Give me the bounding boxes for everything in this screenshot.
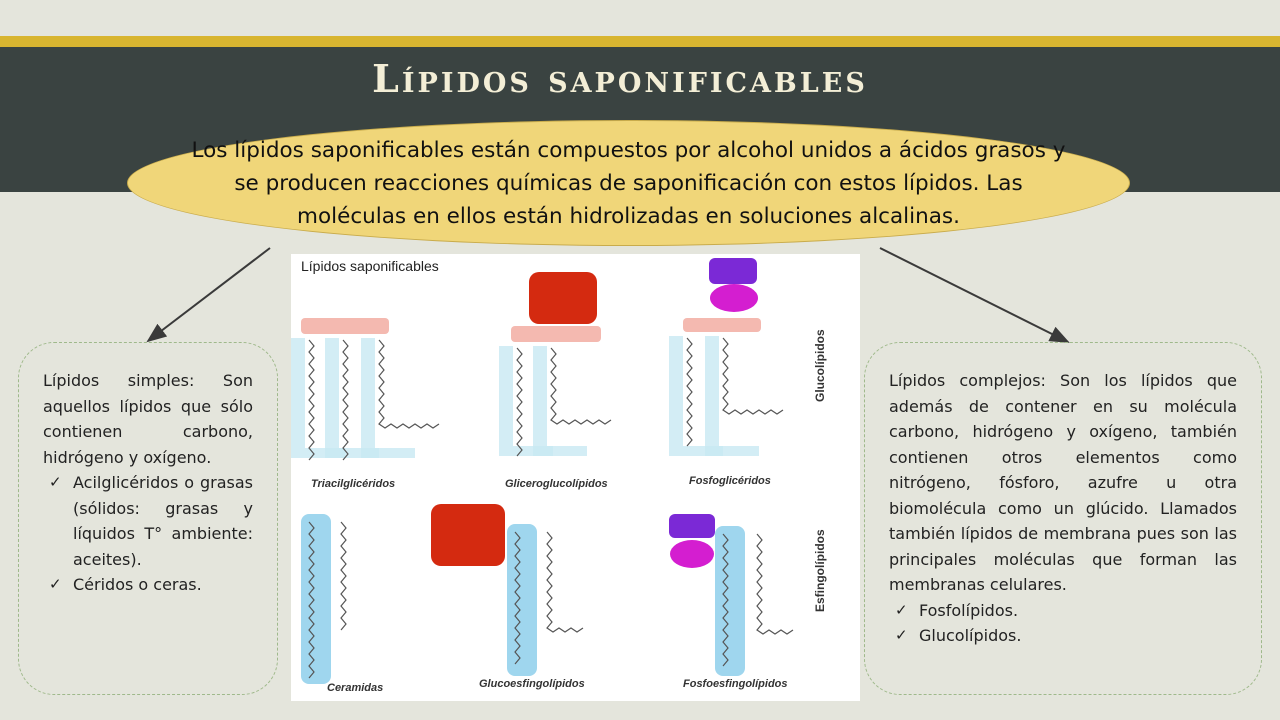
label-fosfogliceridos: Fosfoglicéridos <box>689 475 771 487</box>
check-mark-icon: ✓ <box>895 626 908 644</box>
sphingosine-highlight <box>715 526 745 676</box>
slide-title: Lípidos saponificables <box>372 56 868 101</box>
sugar-icon <box>431 504 505 566</box>
check-mark-icon: ✓ <box>895 600 908 619</box>
fatty-acid-chain <box>517 348 522 456</box>
list-item: ✓ Acilglicéridos o grasas (sólidos: grasas y líquidos T° ambiente: aceites). <box>43 470 253 572</box>
phosphate-icon <box>669 514 715 538</box>
check-mark-icon: ✓ <box>49 575 62 593</box>
fatty-acid-chain <box>343 340 348 460</box>
fatty-acid-chain <box>547 532 583 632</box>
glycerol-block <box>511 326 601 342</box>
phosphate-icon <box>709 258 757 284</box>
side-label-esfingolipidos: Esfingolípidos <box>813 529 827 612</box>
label-gliceroglucolipidos: Gliceroglucolípidos <box>505 478 608 490</box>
check-mark-icon: ✓ <box>49 473 62 491</box>
list-item: ✓ Fosfolípidos. <box>889 598 1237 624</box>
complex-lipids-text: Lípidos complejos: Son los lípidos que además de contener en su molécula carbono, hidrógeno y oxígeno, también contienen otros elementos como nitrógeno, fósforo, azufre u otra biomolécula como un glúcido. Llamados también lípidos de membrana pues son las principales moléculas que forman las membranas celulares. <box>889 371 1237 594</box>
accent-bar <box>0 36 1280 47</box>
head-group-icon <box>670 540 714 568</box>
fatty-acid-chain <box>309 340 314 460</box>
simple-lipids-box <box>18 342 278 695</box>
simple-lipids-text: Lípidos simples: Son aquellos lípidos que sólo contienen carbono, hidrógeno y oxígeno. <box>43 371 253 467</box>
arrow-to-simple-lipids <box>148 248 270 341</box>
fatty-acid-chain <box>551 348 611 424</box>
intro-callout <box>127 120 1130 246</box>
lipid-structures-figure <box>291 254 860 701</box>
label-triacilgliceridos: Triacilglicéridos <box>311 478 396 490</box>
fatty-acid-chain <box>379 340 439 428</box>
chain-highlight <box>533 346 587 456</box>
complex-lipids-list <box>889 598 1237 649</box>
complex-lipids-box <box>864 342 1262 695</box>
glycerol-block <box>301 318 389 334</box>
fatty-acid-chain <box>341 522 346 630</box>
side-label-glucolipidos: Glucolípidos <box>813 329 827 402</box>
label-fosfoesfingolipidos: Fosfoesfingolípidos <box>683 678 788 690</box>
fatty-acid-chain <box>757 534 793 634</box>
sphingosine-highlight <box>507 524 537 676</box>
chain-highlight <box>705 336 759 456</box>
list-item: ✓ Céridos o ceras. <box>43 572 253 598</box>
label-ceramidas: Ceramidas <box>327 682 384 694</box>
glycerol-block <box>683 318 761 332</box>
fatty-acid-chain <box>687 338 692 446</box>
fatty-acid-chain <box>723 338 783 414</box>
chain-highlight <box>361 338 415 458</box>
figure-heading: Lípidos saponificables <box>301 258 439 274</box>
sugar-icon <box>529 272 597 324</box>
simple-lipids-list <box>43 470 253 598</box>
label-glucoesfingolipidos: Glucoesfingolípidos <box>479 678 585 690</box>
list-item: ✓ Glucolípidos. <box>889 623 1237 649</box>
arrow-to-complex-lipids <box>880 248 1068 342</box>
head-group-icon <box>710 284 758 312</box>
lipid-diagram <box>291 254 860 701</box>
intro-text: Los lípidos saponificables están compuestos por alcohol unidos a ácidos grasos y se producen reacciones químicas de saponificación con estos lípidos. Las moléculas en ellos están hidrolizadas en soluciones alcalinas. <box>191 137 1066 229</box>
sphingosine-highlight <box>301 514 331 684</box>
